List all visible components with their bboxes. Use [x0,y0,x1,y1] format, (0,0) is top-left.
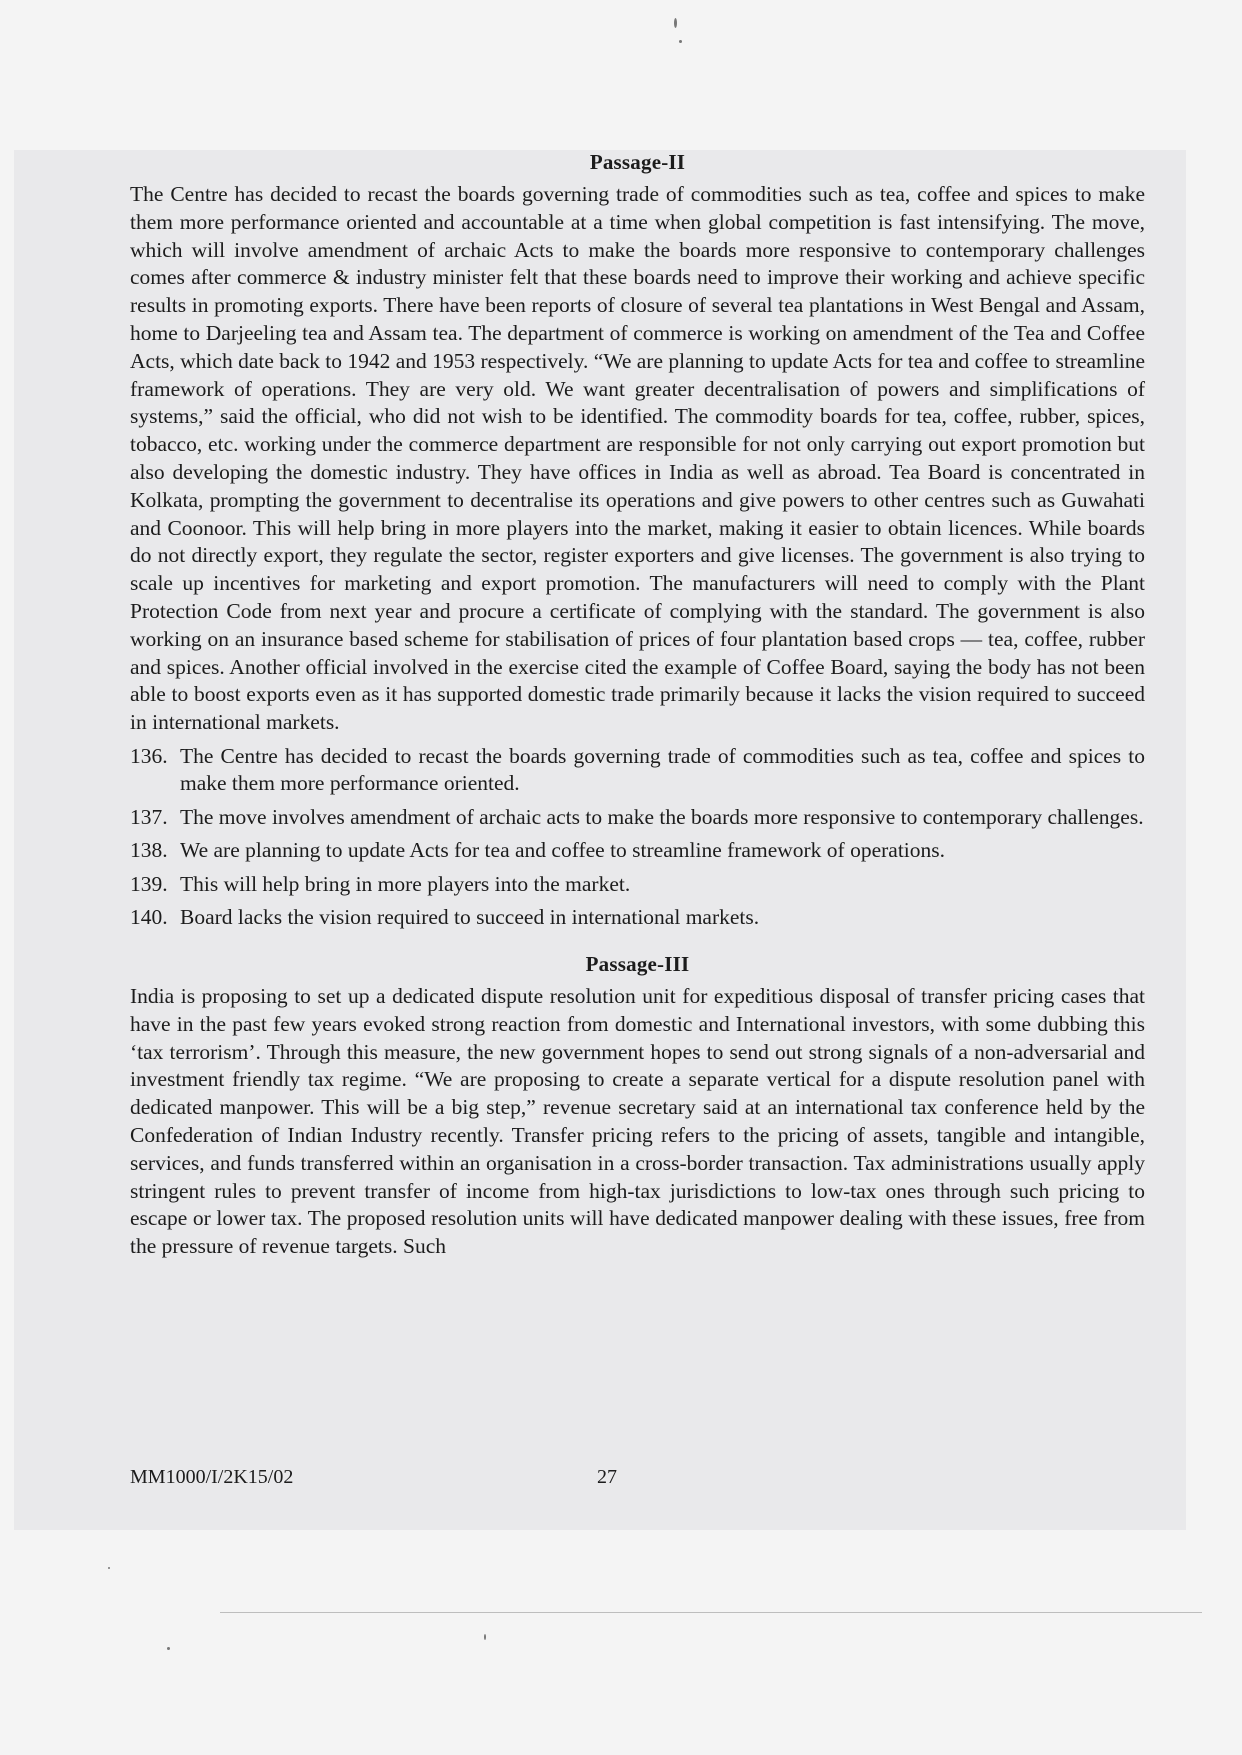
passage-2-heading: Passage-II [589,150,686,174]
question-text: This will help bring in more players into the market. [180,871,631,896]
question-number: 139. [130,871,168,896]
document-code: MM1000/I/2K15/02 [130,1466,294,1488]
question-text: Board lacks the vision required to succeed in international markets. [180,905,760,930]
question-number: 136. [130,743,168,768]
scan-speck [167,1647,170,1650]
page-number: 27 [597,1466,617,1488]
passage-3-heading: Passage-III [585,951,690,976]
question-item [130,904,1145,932]
scan-speck [674,18,677,28]
scan-edge-line [220,1612,1202,1613]
question-text: The Centre has decided to recast the boards governing trade of commodities such as tea, coffee and spices to make them more performance oriented. [180,743,1145,796]
question-list [130,743,1145,932]
document-page [130,150,1145,1261]
scan-speck [108,1567,110,1569]
question-text: The move involves amendment of archaic acts to make the boards more responsive to contemporary challenges. [180,804,1144,829]
question-item [130,743,1145,798]
scan-speck [679,40,682,43]
question-number: 137. [130,804,168,829]
question-text: We are planning to update Acts for tea and coffee to streamline framework of operations. [180,838,946,863]
passage-2-text: The Centre has decided to recast the boards governing trade of commodities such as tea, coffee and spices to make them more performance oriented and accountable at a time when global competition is fast intensifying. The move, which will involve amendment of archaic Acts to make the boards more responsive to contemporary challenges comes after commerce & industry minister felt that these boards need to improve their working and achieve specific results in promoting exports. There have been reports of closure of several tea plantations in West Bengal and Assam, home to Darjeeling tea and Assam tea. The department of commerce is working on amendment of the Tea and Coffee Acts, which date back to 1942 and 1953 respectively. “We are planning to update Acts for tea and coffee to streamline framework of operations. They are very old. We want greater decentralisation of powers and simplifications of systems,” said the official, who did not wish to be identified. The commodity boards for tea, coffee, rubber, spices, tobacco, etc. working under the commerce department are responsible for not only carrying out export promotion but also developing the domestic industry. They have offices in India as well as abroad. Tea Board is concentrated in Kolkata, prompting the government to decentralise its operations and give powers to other centres such as Guwahati and Coonoor. This will help bring in more players into the market, making it easier to obtain licences. While boards do not directly export, they regulate the sector, register exporters and give licenses. The government is also trying to scale up incentives for marketing and export promotion. The manufacturers will need to comply with the Plant Protection Code from next year and procure a certificate of complying with the standard. The government is also working on an insurance based scheme for stabilisation of prices of four plantation based crops — tea, coffee, rubber and spices. Another official involved in the exercise cited the example of Coffee Board, saying the body has not been able to boost exports even as it has supported domestic trade primarily because it lacks the vision required to succeed in international markets. [130,182,1145,735]
question-number: 138. [130,838,168,863]
question-item [130,871,1145,899]
passage-3-text: India is proposing to set up a dedicated dispute resolution unit for expeditious disposal of transfer pricing cases that have in the past few years evoked strong reaction from domestic and International investors, with some dubbing this ‘tax terrorism’. Through this measure, the new government hopes to send out strong signals of a non-adversarial and investment friendly tax regime. “We are proposing to create a separate vertical for a dispute resolution panel with dedicated manpower. This will be a big step,” revenue secretary said at an international tax conference held by the Confederation of Indian Industry recently. Transfer pricing refers to the pricing of assets, tangible and intangible, services, and funds transferred within an organisation in a cross-border transaction. Tax administrations usually apply stringent rules to prevent transfer of income from high-tax jurisdictions to low-tax ones through such pricing to escape or lower tax. The proposed resolution units will have dedicated manpower dealing with these issues, free from the pressure of revenue targets. Such [130,983,1145,1259]
scan-speck [484,1634,486,1640]
question-number: 140. [130,905,168,930]
question-item [130,804,1145,832]
question-item [130,837,1145,865]
